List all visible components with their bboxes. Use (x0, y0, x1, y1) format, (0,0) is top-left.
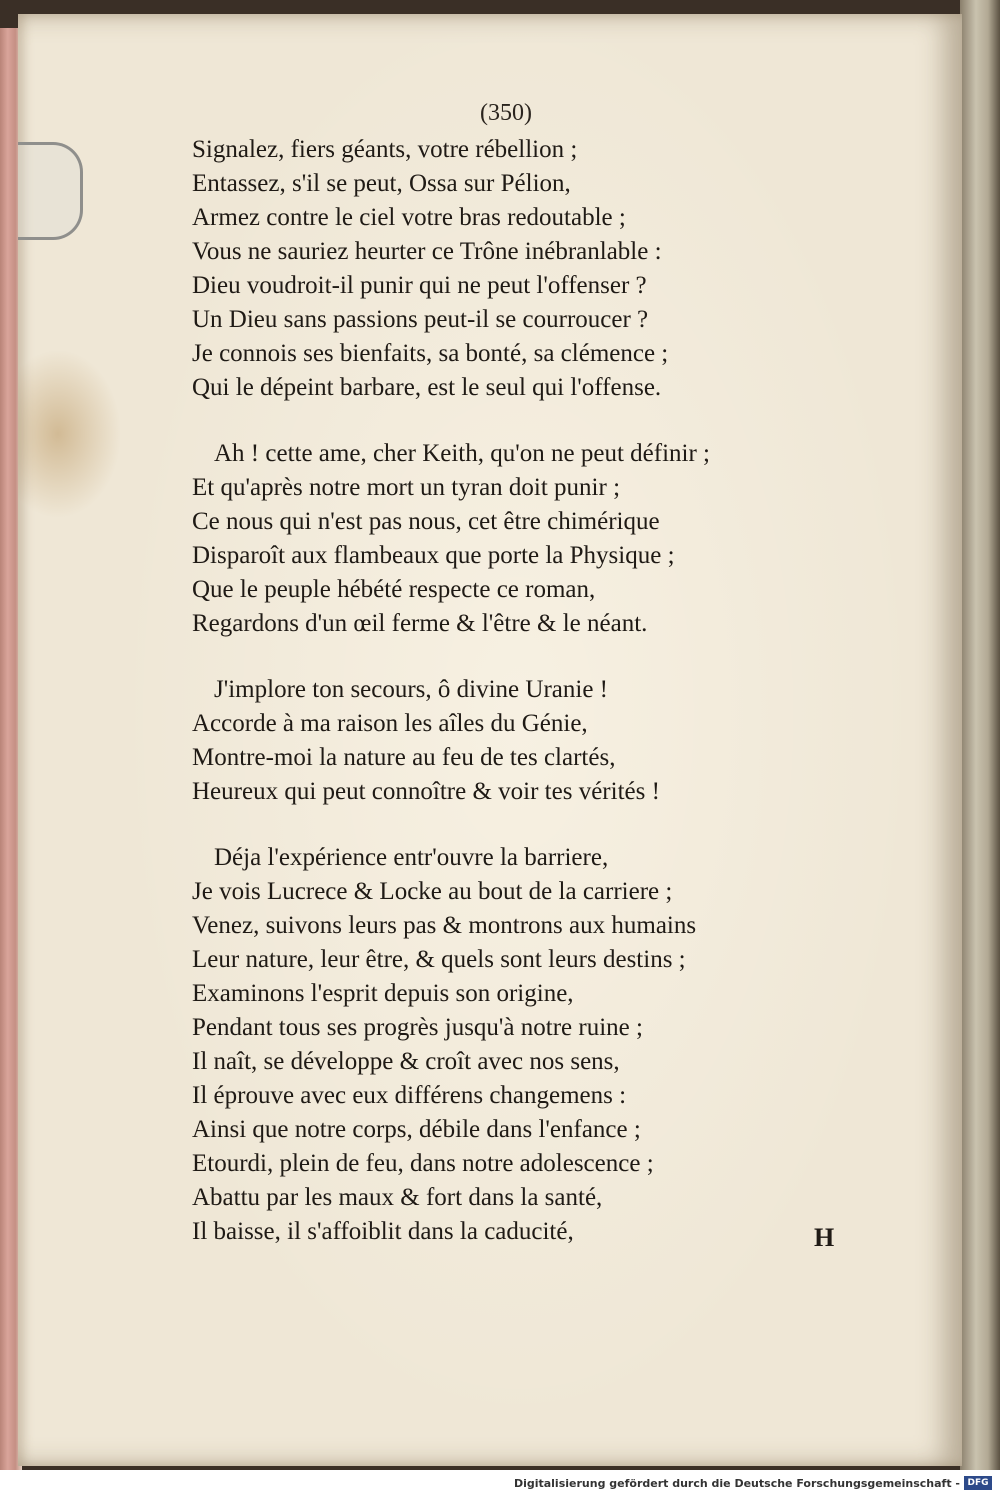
page-clip-icon (18, 142, 83, 240)
verse-line: Je connois ses bienfaits, sa bonté, sa clémence ; (192, 340, 669, 367)
verse-line: Examinons l'esprit depuis son origine, (192, 980, 574, 1007)
verse-line: Venez, suivons leurs pas & montrons aux humains (192, 912, 697, 939)
signature-mark: H (814, 1223, 835, 1252)
verse-line: Armez contre le ciel votre bras redoutable ; (192, 204, 626, 231)
verse-line: Je vois Lucrece & Locke au bout de la carriere ; (192, 878, 673, 905)
verse-line: J'implore ton secours, ô divine Uranie ! (214, 676, 608, 703)
verse-line: Regardons d'un œil ferme & l'être & le néant. (192, 610, 648, 637)
verse-line: Qui le dépeint barbare, est le seul qui l'offense. (192, 374, 662, 401)
verse-line: Vous ne sauriez heurter ce Trône inébranlable : (192, 238, 662, 265)
stanza (192, 437, 832, 641)
poem-text (192, 133, 835, 1281)
verse-line: Disparoît aux flambeaux que porte la Physique ; (192, 542, 675, 569)
verse-line: Accorde à ma raison les aîles du Génie, (192, 710, 588, 737)
stanza (192, 673, 832, 809)
verse-line: Ce nous qui n'est pas nous, cet être chimérique (192, 508, 660, 535)
footer-bar (0, 1472, 1000, 1498)
verse-line: Heureux qui peut connoître & voir tes vérités ! (192, 778, 660, 805)
verse-line: Signalez, fiers géants, votre rébellion ; (192, 136, 578, 163)
verse-line: Abattu par les maux & fort dans la santé, (192, 1184, 603, 1211)
stanza (192, 841, 832, 1249)
verse-line: Montre-moi la nature au feu de tes clartés, (192, 744, 616, 771)
verse-line: Etourdi, plein de feu, dans notre adolescence ; (192, 1150, 654, 1177)
verse-line: Entassez, s'il se peut, Ossa sur Pélion, (192, 170, 571, 197)
verse-line: Il baisse, il s'affoiblit dans la caducité, (192, 1218, 574, 1245)
verse-line: Que le peuple hébété respecte ce roman, (192, 576, 596, 603)
verse-line: Ah ! cette ame, cher Keith, qu'on ne peut définir ; (214, 440, 710, 467)
verse-line: Pendant tous ses progrès jusqu'à notre ruine ; (192, 1014, 643, 1041)
page-number: (350) (480, 100, 532, 126)
verse-line: Leur nature, leur être, & quels sont leurs destins ; (192, 946, 686, 973)
footer-credit: Digitalisierung gefördert durch die Deutsche Forschungsgemeinschaft - (513, 1477, 960, 1490)
book-edge-right (960, 0, 1000, 1470)
verse-line: Un Dieu sans passions peut-il se courroucer ? (192, 306, 649, 333)
verse-line: Il naît, se développe & croît avec nos sens, (192, 1048, 620, 1075)
stanza (192, 133, 832, 405)
verse-line: Il éprouve avec eux différens changemens : (192, 1082, 627, 1109)
verse-line: Ainsi que notre corps, débile dans l'enfance ; (192, 1116, 641, 1143)
verse-line: Dieu voudroit-il punir qui ne peut l'offenser ? (192, 272, 647, 299)
verse-line: Et qu'après notre mort un tyran doit punir ; (192, 474, 621, 501)
verse-line: Déja l'expérience entr'ouvre la barriere, (214, 844, 609, 871)
dfg-logo-icon: DFG (964, 1476, 992, 1490)
